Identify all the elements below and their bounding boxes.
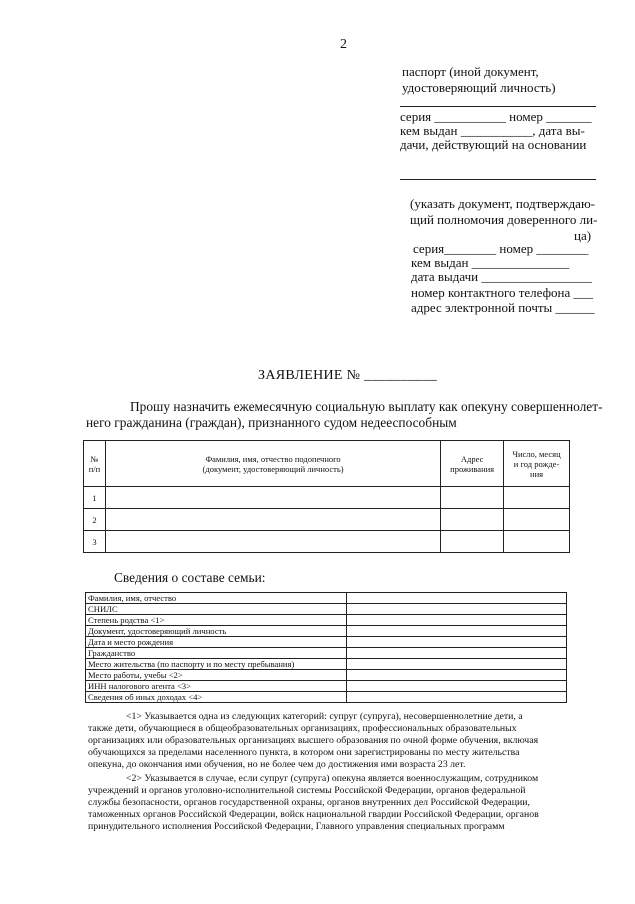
- family-field-label: Гражданство: [86, 648, 347, 659]
- blank-line: [400, 106, 596, 107]
- header-birth-line2: и год рожде-: [513, 458, 560, 469]
- intro-line1: Прошу назначить ежемесячную социальную выплату как опекуну совершеннолет-: [130, 399, 603, 414]
- header-address-line2: проживания: [450, 463, 495, 474]
- header-birth: [504, 441, 570, 487]
- footnote-2-line2: учреждений и органов уголовно-исполнительной системы Российской Федерации, органов федеральной: [88, 785, 526, 796]
- table-row: [86, 626, 567, 637]
- family-field-label: Дата и место рождения: [86, 637, 347, 648]
- issue-date-basis: дачи, действующий на основании: [400, 137, 587, 152]
- address-cell[interactable]: [441, 487, 504, 509]
- family-table: [85, 592, 567, 703]
- family-field-value[interactable]: [346, 604, 566, 615]
- family-field-label: Сведения об иных доходах <4>: [86, 692, 347, 703]
- table-row: [86, 692, 567, 703]
- header-fio: [105, 441, 440, 487]
- table-row: [84, 509, 570, 531]
- wards-table-header: [84, 441, 570, 487]
- address-cell[interactable]: [441, 509, 504, 531]
- header-num: [84, 441, 106, 487]
- issued-by-field: кем выдан ___________, дата вы-: [400, 123, 585, 138]
- header-num-line1: №: [90, 453, 99, 464]
- footnote-2-line1: <2> Указывается в случае, если супруг (супруга) опекуна является военнослужащим, сотрудником: [126, 773, 539, 784]
- family-field-value[interactable]: [346, 637, 566, 648]
- footnote-1-line2: также дети, обучающиеся в общеобразовательных организациях, профессиональных образовательных: [88, 723, 517, 734]
- table-row: [84, 487, 570, 509]
- table-row: [86, 681, 567, 692]
- fio-cell[interactable]: [105, 487, 440, 509]
- page-number: 2: [340, 37, 347, 52]
- header-birth-line3: ния: [530, 468, 544, 479]
- footnote-2-line3: службы безопасности, органов государственной охраны, органов внутренних дел Российской Федерации,: [88, 797, 530, 808]
- row-number: 3: [84, 531, 106, 553]
- birth-cell[interactable]: [504, 531, 570, 553]
- wards-table: [83, 440, 570, 553]
- family-field-label: Место жительства (по паспорту и по месту пребывания): [86, 659, 347, 670]
- family-field-value[interactable]: [346, 659, 566, 670]
- header-num-line2: п/п: [88, 463, 101, 474]
- doc-note-line1: (указать документ, подтверждаю-: [410, 196, 595, 211]
- footnote-2-line5: принудительного исполнения Российской Федерации, Главного управления специальных программ: [88, 821, 505, 832]
- family-field-label: Фамилия, имя, отчество: [86, 593, 347, 604]
- family-field-value[interactable]: [346, 681, 566, 692]
- family-field-label: ИНН налогового агента <3>: [86, 681, 347, 692]
- table-row: [84, 531, 570, 553]
- row-number: 1: [84, 487, 106, 509]
- phone-field: номер контактного телефона ___: [411, 285, 593, 300]
- family-field-value[interactable]: [346, 648, 566, 659]
- series-number-field: серия ___________ номер _______: [400, 109, 592, 124]
- family-field-label: Место работы, учебы <2>: [86, 670, 347, 681]
- passport-label-line1: паспорт (иной документ,: [402, 64, 539, 79]
- footnote-1-line5: опекуна, до окончания ими обучения, но не более чем до достижения ими возраста 23 лет.: [88, 759, 466, 770]
- fio-cell[interactable]: [105, 531, 440, 553]
- row-number: 2: [84, 509, 106, 531]
- family-field-value[interactable]: [346, 615, 566, 626]
- header-birth-line1: Число, месяц: [512, 448, 561, 459]
- family-field-value[interactable]: [346, 593, 566, 604]
- table-row: [86, 648, 567, 659]
- family-field-value[interactable]: [346, 626, 566, 637]
- footnote-1-line1: <1> Указывается одна из следующих категорий: супруг (супруга), несовершеннолетние дети, а: [126, 711, 523, 722]
- table-row: [86, 593, 567, 604]
- family-field-label: Степень родства <1>: [86, 615, 347, 626]
- doc-note-line3: ца): [574, 228, 592, 243]
- series-number-field-2: серия________ номер ________: [413, 241, 589, 256]
- footnote-1-line4: обучающихся за пределами населенного пункта, в котором они зарегистрированы по месту жительства: [88, 747, 520, 758]
- table-row: [86, 615, 567, 626]
- fio-cell[interactable]: [105, 509, 440, 531]
- issue-date-field-2: дата выдачи _________________: [411, 269, 592, 284]
- birth-cell[interactable]: [504, 487, 570, 509]
- address-cell[interactable]: [441, 531, 504, 553]
- table-row: [86, 604, 567, 615]
- blank-line: [400, 179, 596, 180]
- header-address-line1: Адрес: [460, 453, 484, 464]
- document-title: ЗАЯВЛЕНИЕ № __________: [258, 368, 438, 383]
- family-field-label: СНИЛС: [86, 604, 347, 615]
- table-row: [86, 670, 567, 681]
- family-field-value[interactable]: [346, 692, 566, 703]
- header-fio-line2: (документ, удостоверяющий личность): [202, 463, 344, 474]
- family-section-title: Сведения о составе семьи:: [114, 570, 266, 585]
- footnote-2-line4: таможенных органов Российской Федерации, войск национальной гвардии Российской Федерации, органов: [88, 809, 539, 820]
- header-fio-line1: Фамилия, имя, отчество подопечного: [205, 453, 341, 464]
- issued-by-field-2: кем выдан _______________: [411, 255, 570, 270]
- table-row: [86, 659, 567, 670]
- table-row: [86, 637, 567, 648]
- doc-note-line2: щий полномочия доверенного ли-: [410, 212, 598, 227]
- header-address: [441, 441, 504, 487]
- family-field-label: Документ, удостоверяющий личность: [86, 626, 347, 637]
- birth-cell[interactable]: [504, 509, 570, 531]
- passport-label-line2: удостоверяющий личность): [402, 80, 556, 95]
- intro-line2: него гражданина (граждан), признанного судом недееспособным: [86, 415, 457, 430]
- footnote-1-line3: организациях или образовательных организациях высшего образования по очной форме обучения, включая: [88, 735, 539, 746]
- family-field-value[interactable]: [346, 670, 566, 681]
- email-field: адрес электронной почты ______: [411, 300, 595, 315]
